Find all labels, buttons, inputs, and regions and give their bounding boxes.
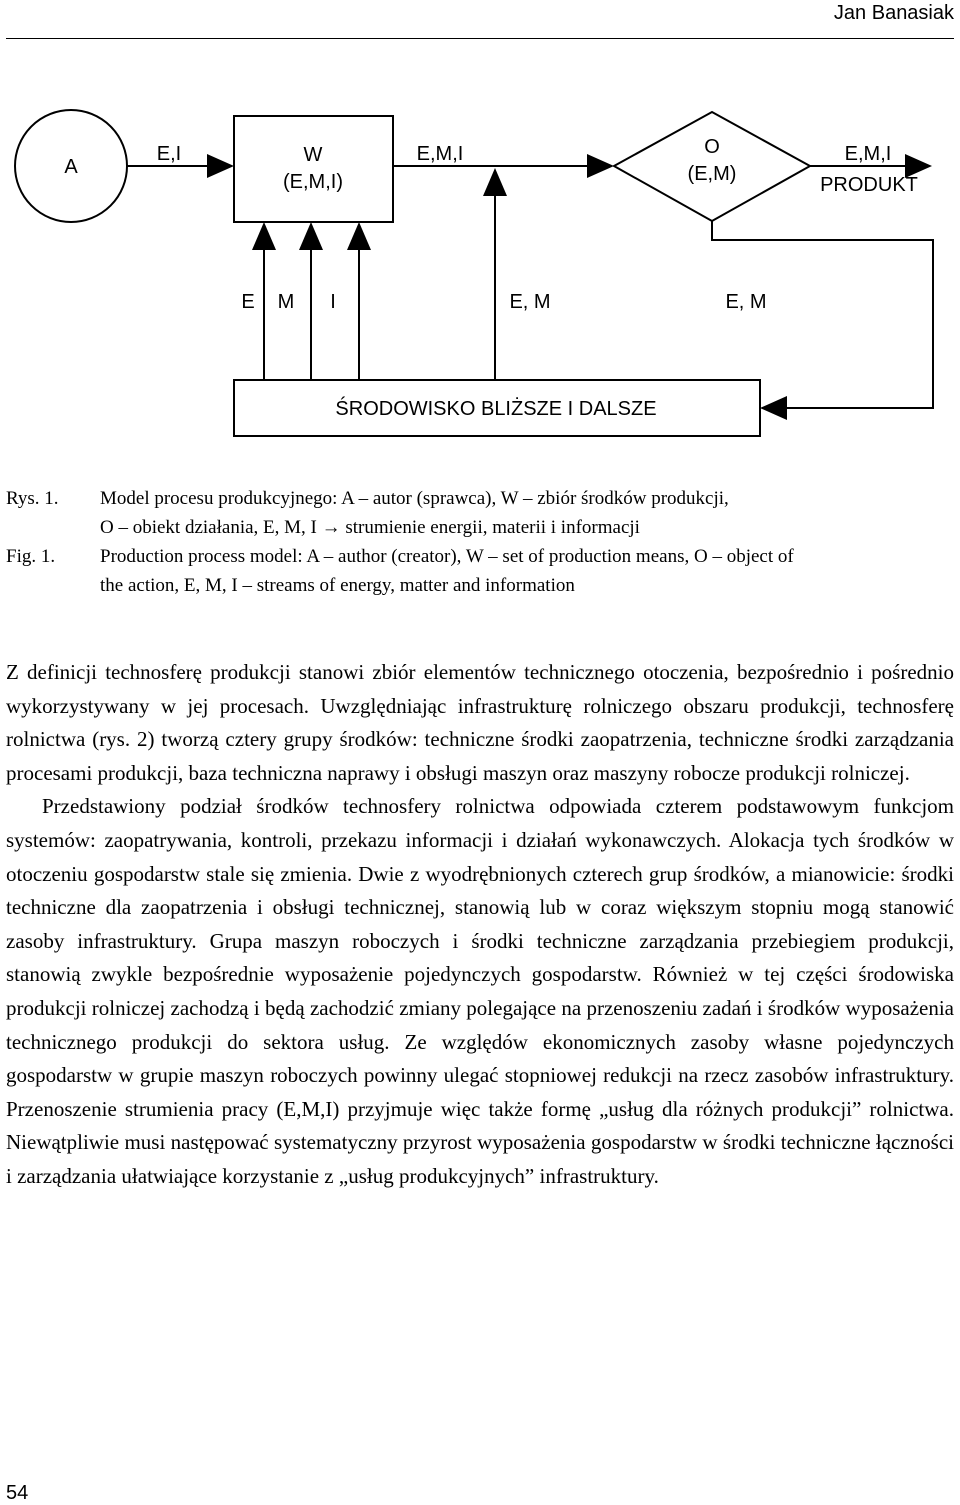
node-w-label-line2: (E,M,I) <box>283 171 343 193</box>
node-w-label-line1: W <box>303 144 323 166</box>
env-to-w-e-label: E <box>241 291 255 313</box>
env-to-o-label: E, M <box>509 291 551 313</box>
body-text <box>6 656 954 1194</box>
env-to-w-i-label: I <box>330 291 336 313</box>
caption-fig-row <box>6 542 956 571</box>
o-to-env-arrowhead <box>760 396 787 420</box>
caption-rys-row-2 <box>6 513 956 542</box>
node-o-label-line1: O <box>704 136 720 158</box>
page-number: 54 <box>6 1482 29 1504</box>
caption-rys-row <box>6 484 956 513</box>
caption-fig-line2: the action, E, M, I – streams of energy, matter and information <box>100 575 575 596</box>
o-to-env-label: E, M <box>725 291 767 313</box>
running-header-author: Jan Banasiak <box>833 2 954 24</box>
env-to-o-arrowhead <box>483 168 507 196</box>
env-to-w-m-arrowhead <box>299 222 323 250</box>
production-process-diagram <box>0 0 960 450</box>
caption-fig-line1: Production process model: A – author (creator), W – set of production means, O – object of <box>100 546 794 567</box>
env-to-w-m-label: M <box>277 291 295 313</box>
paragraph-1: Z definicji technosferę produkcji stanowi zbiór elementów technicznego otoczenia, bezpośrednio i pośrednio wykorzystywany w jej procesach. Uwzględniając infrastrukturę rolniczego obszaru produkcji, technosferę rolnictwa (rys. 2) tworzą cztery grupy środków: techniczne środki zaopatrzenia, techniczne środki zarządzania procesami produkcji, baza techniczna naprawy i obsługi maszyn oraz maszyny robocze produkcji rolniczej. <box>6 660 954 785</box>
flow-a-w-label: E,I <box>156 143 182 165</box>
caption-fig-row-2 <box>6 571 956 600</box>
output-label-line2: PRODUKT <box>820 174 918 196</box>
node-w-box <box>234 116 393 222</box>
output-label-line1: E,M,I <box>844 143 892 165</box>
figure-caption <box>6 484 956 600</box>
paragraph-2: Przedstawiony podział środków technosfery rolnictwa odpowiada czterem podstawowym funkcjom systemów: zaopatrywania, kontroli, przekazu informacji i działań wykonawczych. Alokacja tych środków w otoczeniu gospodarstw stale się zmienia. Dwie z wyodrębnionych czterech grup środków, a mianowicie: środki techniczne dla zaopatrzenia i obsługi technicznej, stanowią lub w coraz większym stopniu mogą stanowić zasoby infrastruktury. Grupa maszyn roboczych i środki techniczne zarządzania przebiegiem produkcji, stanowią zwykle bezpośrednie wyposażenie pojedynczych gospodarstw. Również w tej części środowiska produkcji rolniczej zachodzą i będą zachodzić zmiany polegające na przenoszeniu zadań i środków wyposażenia technicznego produkcji do sektora usług. Ze względów ekonomicznych zasoby własne pojedynczych gospodarstw w grupie maszyn roboczych powinny ulegać stopniowej redukcji na rzecz zasobów infrastruktury. Przenoszenie strumienia pracy (E,M,I) przyjmuje więc także formę „usług dla różnych produkcji” rolnictwa. Niewątpliwie musi następować systematyczny przyrost wyposażenia gospodarstw w środki techniczne łączności i zarządzania ułatwiające korzystanie z „usług produkcyjnych” infrastruktury. <box>6 794 954 1188</box>
flow-w-o-label: E,M,I <box>416 143 464 165</box>
caption-rys-line1: Model procesu produkcyjnego: A – autor (sprawca), W – zbiór środków produkcji, <box>100 488 729 509</box>
flow-a-w-arrowhead <box>207 154 234 178</box>
caption-fig-label: Fig. 1. <box>6 546 56 567</box>
node-o-label-line2: (E,M) <box>687 163 737 185</box>
caption-rys-line2: O – obiekt działania, E, M, I → strumienie energii, materii i informacji <box>100 517 640 538</box>
flow-w-o-arrowhead <box>587 154 614 178</box>
node-a-label: A <box>64 156 78 178</box>
env-to-w-i-arrowhead <box>347 222 371 250</box>
caption-rys-label: Rys. 1. <box>6 488 59 509</box>
env-to-w-e-arrowhead <box>252 222 276 250</box>
environment-label: ŚRODOWISKO BLIŻSZE I DALSZE <box>335 398 657 420</box>
